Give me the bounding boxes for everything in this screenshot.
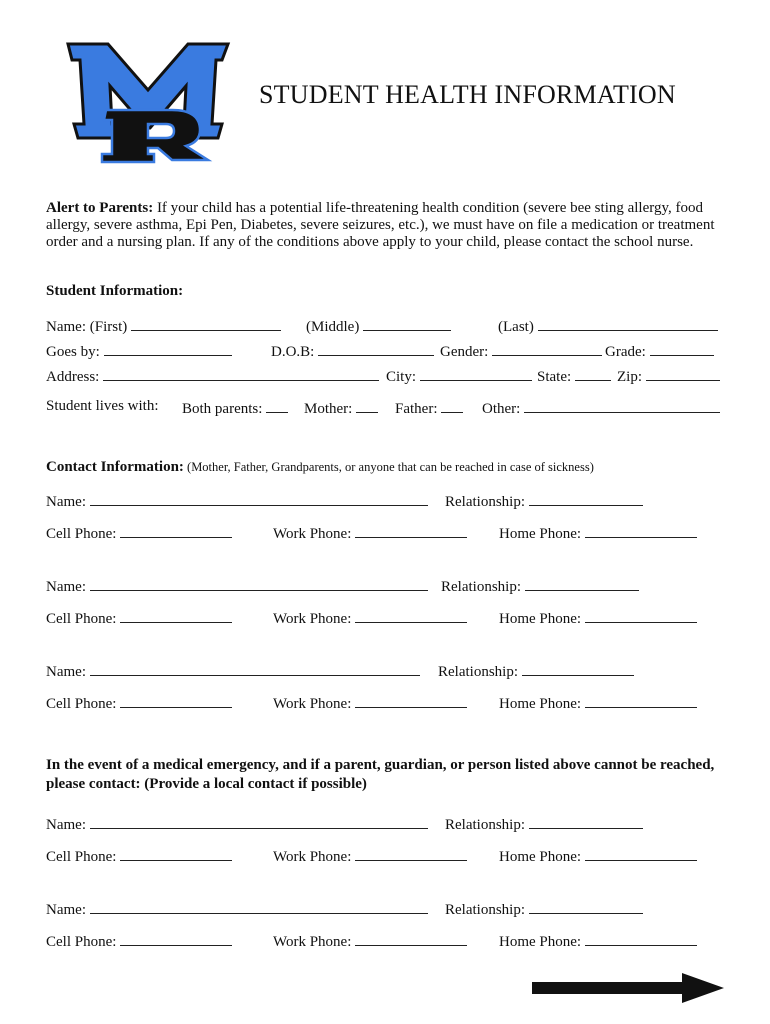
emergency2-home-label: Home Phone: [499, 934, 582, 950]
name-middle-label: (Middle) [306, 319, 360, 335]
emergency1-home-label: Home Phone: [499, 849, 582, 865]
contact3-cell-field[interactable] [120, 693, 232, 708]
goes-by-label: Goes by: [46, 344, 100, 360]
contact3-work-label: Work Phone: [273, 696, 352, 712]
address-label: Address: [46, 369, 100, 385]
both-parents-field[interactable] [266, 398, 288, 413]
emergency1-relationship-label: Relationship: [445, 817, 525, 833]
contact1-work-field[interactable] [355, 523, 467, 538]
contact3-home-label: Home Phone: [499, 696, 582, 712]
alert-label: Alert to Parents: [46, 200, 154, 216]
emergency2-relationship-field[interactable] [529, 899, 643, 914]
alert-paragraph [46, 200, 736, 251]
contact3-relationship-label: Relationship: [438, 664, 518, 680]
mother-label: Mother: [304, 401, 353, 417]
contact2-cell-field[interactable] [120, 608, 232, 623]
emergency2-name-field[interactable] [90, 899, 428, 914]
contact3-name-field[interactable] [90, 661, 420, 676]
city-label: City: [386, 369, 417, 385]
first-name-field[interactable] [131, 316, 281, 331]
emergency2-cell-label: Cell Phone: [46, 934, 117, 950]
emergency1-relationship-field[interactable] [529, 814, 643, 829]
middle-name-field[interactable] [363, 316, 451, 331]
contact2-work-field[interactable] [355, 608, 467, 623]
goes-by-field[interactable] [104, 341, 232, 356]
emergency1-name-field[interactable] [90, 814, 428, 829]
contact3-relationship-field[interactable] [522, 661, 634, 676]
grade-label: Grade: [605, 344, 646, 360]
gender-field[interactable] [492, 341, 602, 356]
grade-field[interactable] [650, 341, 714, 356]
contact3-work-field[interactable] [355, 693, 467, 708]
contact2-name-label: Name: [46, 579, 86, 595]
contact1-name-field[interactable] [90, 491, 428, 506]
emergency2-home-field[interactable] [585, 931, 697, 946]
student-info-heading: Student Information: [46, 283, 184, 299]
page-title: STUDENT HEALTH INFORMATION [259, 80, 676, 109]
contact1-name-label: Name: [46, 494, 86, 510]
emergency2-work-label: Work Phone: [273, 934, 352, 950]
zip-label: Zip: [617, 369, 642, 385]
contact3-name-label: Name: [46, 664, 86, 680]
other-field[interactable] [524, 398, 720, 413]
lives-with-label: Student lives with: [46, 398, 159, 414]
contact2-relationship-label: Relationship: [441, 579, 521, 595]
name-last-label: (Last) [498, 319, 534, 335]
city-field[interactable] [420, 366, 532, 381]
address-field[interactable] [103, 366, 379, 381]
contact-info-note: (Mother, Father, Grandparents, or anyone that can be reached in case of sickness) [183, 460, 594, 474]
emergency2-work-field[interactable] [355, 931, 467, 946]
contact1-cell-label: Cell Phone: [46, 526, 117, 542]
contact1-cell-field[interactable] [120, 523, 232, 538]
emergency1-name-label: Name: [46, 817, 86, 833]
state-label: State: [537, 369, 572, 385]
emergency1-home-field[interactable] [585, 846, 697, 861]
emergency2-cell-field[interactable] [120, 931, 232, 946]
dob-label: D.O.B: [271, 344, 315, 360]
contact1-home-field[interactable] [585, 523, 697, 538]
emergency-heading: In the event of a medical emergency, and if a parent, guardian, or person listed above cannot be reached, please contact: (Provide a local contact if possible) [46, 757, 715, 792]
emergency1-work-field[interactable] [355, 846, 467, 861]
contact2-cell-label: Cell Phone: [46, 611, 117, 627]
father-label: Father: [395, 401, 438, 417]
alert-text: If your child has a potential life-threatening health condition (severe bee sting allergy, food allergy, severe asthma, Epi Pen, Diabetes, severe seizures, etc.), we must have on file a medication or treatment order and a nursing plan. If any of the conditions above apply to your child, please contact the school nurse. [46, 200, 715, 250]
contact2-home-label: Home Phone: [499, 611, 582, 627]
father-field[interactable] [441, 398, 463, 413]
dob-field[interactable] [318, 341, 434, 356]
last-name-field[interactable] [538, 316, 718, 331]
contact1-home-label: Home Phone: [499, 526, 582, 542]
other-label: Other: [482, 401, 521, 417]
contact2-name-field[interactable] [90, 576, 428, 591]
contact1-relationship-field[interactable] [529, 491, 643, 506]
name-first-label: Name: (First) [46, 319, 128, 335]
both-parents-label: Both parents: [182, 401, 263, 417]
contact3-home-field[interactable] [585, 693, 697, 708]
mother-field[interactable] [356, 398, 378, 413]
contact1-work-label: Work Phone: [273, 526, 352, 542]
school-logo [62, 38, 234, 166]
logo-r-shape [102, 110, 208, 162]
emergency1-work-label: Work Phone: [273, 849, 352, 865]
state-field[interactable] [575, 366, 611, 381]
contact1-relationship-label: Relationship: [445, 494, 525, 510]
contact2-relationship-field[interactable] [525, 576, 639, 591]
zip-field[interactable] [646, 366, 720, 381]
contact-info-heading: Contact Information: (Mother, Father, Grandparents, or anyone that can be reached in case of sickness) [46, 459, 594, 475]
contact2-home-field[interactable] [585, 608, 697, 623]
next-page-arrow-icon [532, 972, 726, 1004]
emergency1-cell-label: Cell Phone: [46, 849, 117, 865]
contact2-work-label: Work Phone: [273, 611, 352, 627]
emergency2-name-label: Name: [46, 902, 86, 918]
emergency1-cell-field[interactable] [120, 846, 232, 861]
gender-label: Gender: [440, 344, 489, 360]
contact3-cell-label: Cell Phone: [46, 696, 117, 712]
emergency2-relationship-label: Relationship: [445, 902, 525, 918]
